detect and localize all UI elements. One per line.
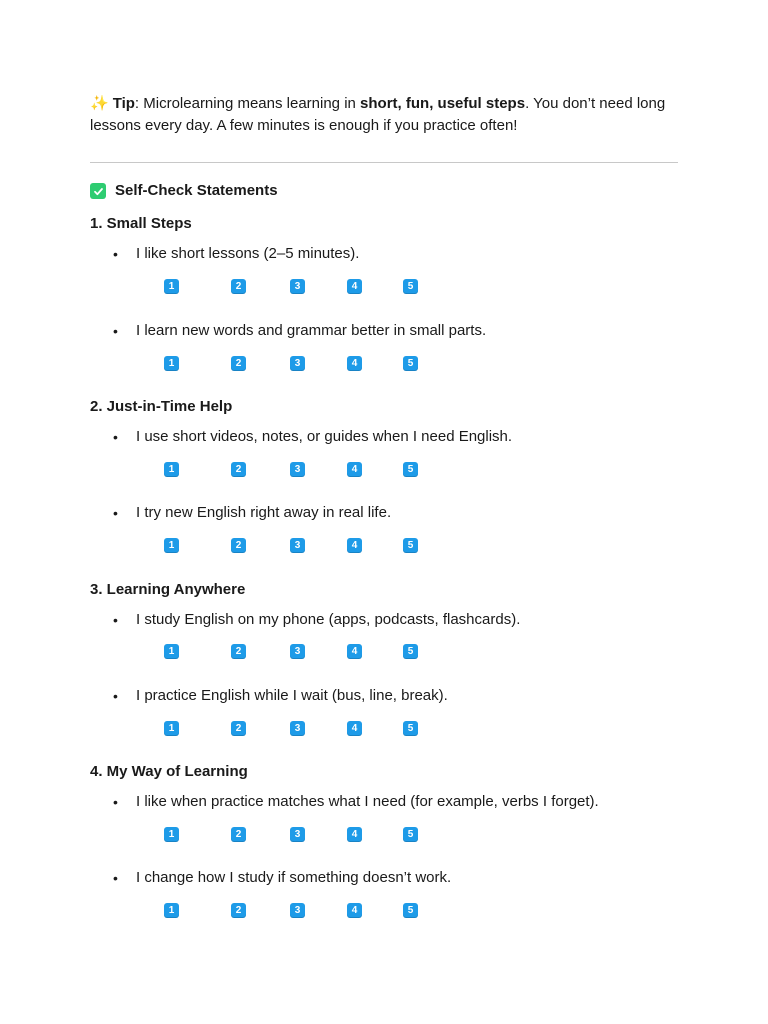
- rating-5-button[interactable]: 5: [403, 644, 418, 659]
- group-title-just-in-time-help: 2. Just-in-Time Help: [90, 398, 233, 415]
- rating-1-button[interactable]: 1: [164, 903, 179, 918]
- statement-item: • I like when practice matches what I need (for example, verbs I forget).: [113, 793, 599, 810]
- rating-2-button[interactable]: 2: [231, 903, 246, 918]
- rating-2-button[interactable]: 2: [231, 356, 246, 371]
- rating-2-button[interactable]: 2: [231, 538, 246, 553]
- rating-1-button[interactable]: 1: [164, 644, 179, 659]
- rating-4-button[interactable]: 4: [347, 644, 362, 659]
- rating-1-button[interactable]: 1: [164, 721, 179, 736]
- check-mark-icon: [90, 183, 106, 199]
- horizontal-divider: [90, 162, 678, 163]
- group-title-learning-anywhere: 3. Learning Anywhere: [90, 581, 246, 598]
- rating-4-button[interactable]: 4: [347, 721, 362, 736]
- rating-1-button[interactable]: 1: [164, 462, 179, 477]
- rating-4-button[interactable]: 4: [347, 462, 362, 477]
- statement-text: I learn new words and grammar better in small parts.: [136, 322, 487, 339]
- tip-paragraph: [90, 93, 678, 137]
- statement-item: • I study English on my phone (apps, podcasts, flashcards).: [113, 611, 521, 628]
- rating-5-button[interactable]: 5: [403, 721, 418, 736]
- rating-3-button[interactable]: 3: [290, 827, 305, 842]
- rating-3-button[interactable]: 3: [290, 903, 305, 918]
- statement-item: • I practice English while I wait (bus, line, break).: [113, 687, 448, 704]
- rating-1-button[interactable]: 1: [164, 356, 179, 371]
- statement-text: I study English on my phone (apps, podcasts, flashcards).: [136, 611, 521, 628]
- statement-item: • I like short lessons (2–5 minutes).: [113, 245, 360, 262]
- sparkles-icon: ✨: [90, 95, 109, 112]
- rating-5-button[interactable]: 5: [403, 903, 418, 918]
- tip-text-after: . You don’t need long lessons every day. A few minutes is enough if you practice often!: [90, 95, 666, 134]
- rating-1-button[interactable]: 1: [164, 827, 179, 842]
- rating-3-button[interactable]: 3: [290, 644, 305, 659]
- statement-text: I like short lessons (2–5 minutes).: [136, 245, 360, 262]
- rating-5-button[interactable]: 5: [403, 462, 418, 477]
- rating-3-button[interactable]: 3: [290, 462, 305, 477]
- statement-text: I try new English right away in real life.: [136, 504, 392, 521]
- rating-4-button[interactable]: 4: [347, 903, 362, 918]
- tip-bold-text: short, fun, useful steps: [360, 95, 526, 112]
- rating-1-button[interactable]: 1: [164, 279, 179, 294]
- statement-item: • I use short videos, notes, or guides when I need English.: [113, 428, 513, 445]
- rating-5-button[interactable]: 5: [403, 279, 418, 294]
- tip-label: Tip: [112, 95, 135, 112]
- statement-item: • I learn new words and grammar better in small parts.: [113, 322, 487, 339]
- section-heading: [90, 182, 278, 199]
- rating-1-button[interactable]: 1: [164, 538, 179, 553]
- rating-3-button[interactable]: 3: [290, 721, 305, 736]
- rating-2-button[interactable]: 2: [231, 462, 246, 477]
- statement-text: I practice English while I wait (bus, line, break).: [136, 687, 448, 704]
- statement-text: I like when practice matches what I need (for example, verbs I forget).: [136, 793, 599, 810]
- tip-text-before: : Microlearning means learning in: [134, 95, 361, 112]
- statement-text: I change how I study if something doesn’t work.: [136, 869, 452, 886]
- rating-4-button[interactable]: 4: [347, 356, 362, 371]
- rating-4-button[interactable]: 4: [347, 538, 362, 553]
- rating-5-button[interactable]: 5: [403, 538, 418, 553]
- statement-text: I use short videos, notes, or guides when I need English.: [136, 428, 513, 445]
- rating-2-button[interactable]: 2: [231, 279, 246, 294]
- group-title-small-steps: 1. Small Steps: [90, 215, 192, 232]
- rating-2-button[interactable]: 2: [231, 644, 246, 659]
- section-title: Self-Check Statements: [115, 182, 278, 199]
- rating-2-button[interactable]: 2: [231, 827, 246, 842]
- rating-3-button[interactable]: 3: [290, 538, 305, 553]
- statement-item: • I try new English right away in real life.: [113, 504, 392, 521]
- rating-5-button[interactable]: 5: [403, 356, 418, 371]
- rating-3-button[interactable]: 3: [290, 279, 305, 294]
- rating-2-button[interactable]: 2: [231, 721, 246, 736]
- rating-4-button[interactable]: 4: [347, 827, 362, 842]
- group-title-my-way-of-learning: 4. My Way of Learning: [90, 763, 248, 780]
- rating-5-button[interactable]: 5: [403, 827, 418, 842]
- rating-3-button[interactable]: 3: [290, 356, 305, 371]
- rating-4-button[interactable]: 4: [347, 279, 362, 294]
- statement-item: • I change how I study if something doesn’t work.: [113, 869, 452, 886]
